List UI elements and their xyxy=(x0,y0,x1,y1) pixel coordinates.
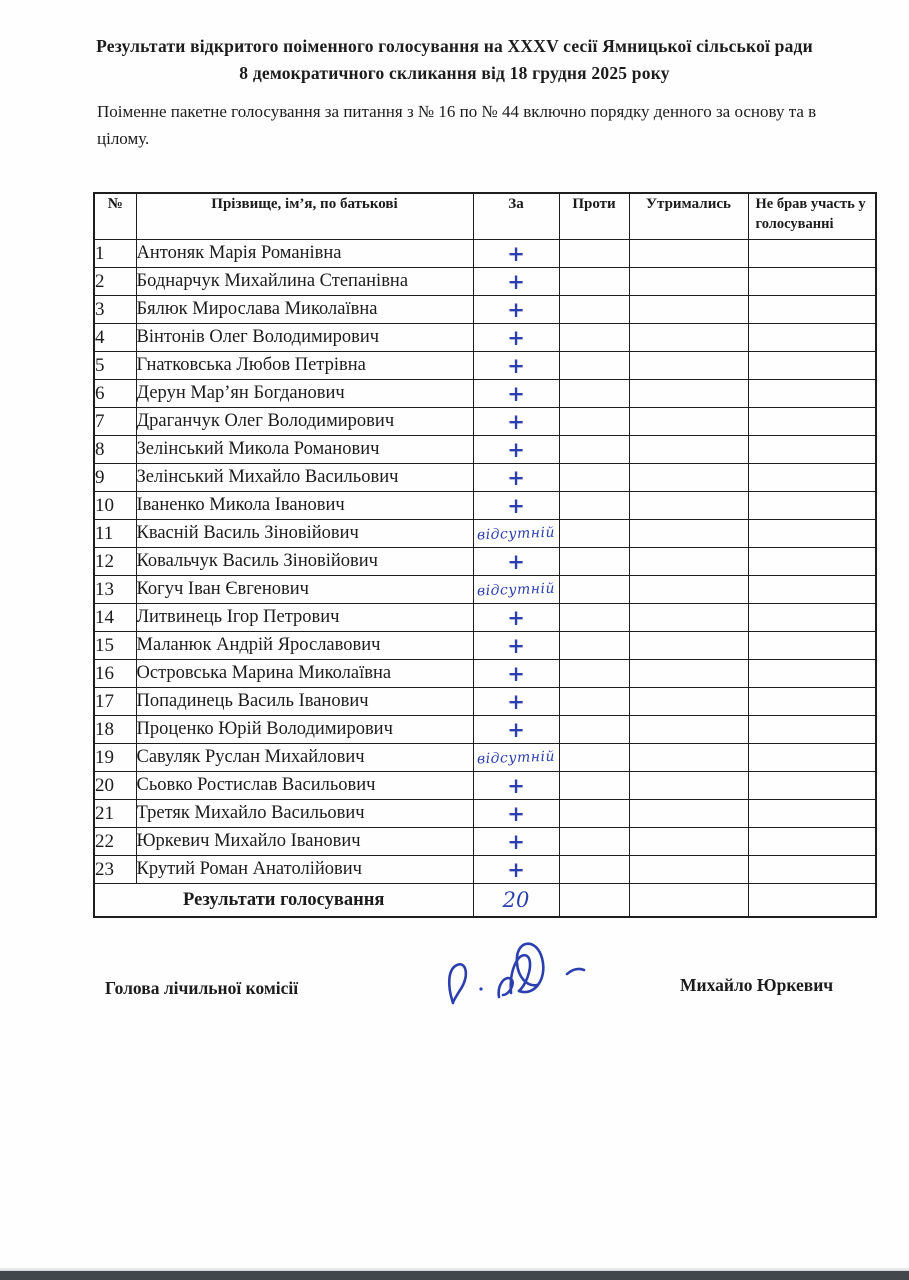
row-number-cell: 21 xyxy=(94,800,136,828)
vote-proty-cell xyxy=(559,324,629,352)
voting-results-table xyxy=(93,192,877,918)
vote-utrymalys-cell xyxy=(629,716,748,744)
name-cell: Іваненко Микола Іванович xyxy=(136,492,473,520)
vote-ne-brav-cell xyxy=(748,324,876,352)
header-row xyxy=(94,193,876,240)
name-cell: Ковальчук Василь Зіновійович xyxy=(136,548,473,576)
col-header-proty: Проти xyxy=(559,193,629,240)
table-results xyxy=(94,884,876,918)
vote-za-cell: + xyxy=(473,268,559,296)
vote-ne-brav-cell xyxy=(748,520,876,548)
table-row xyxy=(94,352,876,380)
row-number-cell: 12 xyxy=(94,548,136,576)
table-body xyxy=(94,240,876,884)
vote-ne-brav-cell xyxy=(748,576,876,604)
table-row xyxy=(94,380,876,408)
vote-ne-brav-cell xyxy=(748,604,876,632)
vote-proty-cell xyxy=(559,380,629,408)
vote-utrymalys-cell xyxy=(629,240,748,268)
row-number-cell: 8 xyxy=(94,436,136,464)
vote-za-cell: + xyxy=(473,352,559,380)
title-line-1: Результати відкритого поіменного голосування на XXXV сесії Ямницької сільської ради xyxy=(96,36,813,56)
vote-za-cell: + xyxy=(473,296,559,324)
table-row xyxy=(94,408,876,436)
vote-ne-brav-cell xyxy=(748,268,876,296)
vote-ne-brav-cell xyxy=(748,856,876,884)
row-number-cell: 5 xyxy=(94,352,136,380)
vote-utrymalys-cell xyxy=(629,464,748,492)
vote-za-cell: відсутній xyxy=(473,518,560,549)
vote-proty-cell xyxy=(559,520,629,548)
vote-utrymalys-cell xyxy=(629,660,748,688)
table-row xyxy=(94,324,876,352)
table-row xyxy=(94,436,876,464)
vote-za-cell: + xyxy=(473,492,559,520)
vote-ne-brav-cell xyxy=(748,296,876,324)
vote-za-cell: + xyxy=(473,324,559,352)
vote-proty-cell xyxy=(559,240,629,268)
vote-proty-cell xyxy=(559,688,629,716)
vote-proty-cell xyxy=(559,464,629,492)
row-number-cell: 3 xyxy=(94,296,136,324)
vote-proty-cell xyxy=(559,716,629,744)
name-cell: Савуляк Руслан Михайлович xyxy=(136,744,473,772)
vote-ne-brav-cell xyxy=(748,352,876,380)
col-header-ne-brav: Не брав участь у голосуванні xyxy=(748,193,876,240)
vote-za-cell: + xyxy=(473,856,559,884)
vote-proty-cell xyxy=(559,632,629,660)
table-row xyxy=(94,492,876,520)
results-label: Результати голосування xyxy=(94,884,473,918)
name-cell: Антоняк Марія Романівна xyxy=(136,240,473,268)
vote-proty-cell xyxy=(559,604,629,632)
vote-za-cell: + xyxy=(473,688,559,716)
table-row xyxy=(94,240,876,268)
vote-za-cell: + xyxy=(473,604,559,632)
vote-ne-brav-cell xyxy=(748,688,876,716)
table-row xyxy=(94,744,876,772)
vote-ne-brav-cell xyxy=(748,828,876,856)
document-title xyxy=(0,33,909,87)
name-cell: Литвинець Ігор Петрович xyxy=(136,604,473,632)
vote-ne-brav-cell xyxy=(748,716,876,744)
vote-proty-cell xyxy=(559,548,629,576)
row-number-cell: 2 xyxy=(94,268,136,296)
table-row xyxy=(94,716,876,744)
table-row xyxy=(94,520,876,548)
row-number-cell: 23 xyxy=(94,856,136,884)
name-cell: Крутий Роман Анатолійович xyxy=(136,856,473,884)
vote-za-cell: + xyxy=(473,800,559,828)
vote-proty-cell xyxy=(559,800,629,828)
row-number-cell: 13 xyxy=(94,576,136,604)
vote-proty-cell xyxy=(559,268,629,296)
row-number-cell: 15 xyxy=(94,632,136,660)
vote-za-cell: + xyxy=(473,828,559,856)
vote-ne-brav-cell xyxy=(748,464,876,492)
vote-utrymalys-cell xyxy=(629,492,748,520)
vote-utrymalys-cell xyxy=(629,688,748,716)
name-cell: Юркевич Михайло Іванович xyxy=(136,828,473,856)
name-cell: Проценко Юрій Володимирович xyxy=(136,716,473,744)
vote-za-cell: + xyxy=(473,548,559,576)
vote-proty-cell xyxy=(559,856,629,884)
scan-edge-shadow xyxy=(0,1271,909,1280)
table-row xyxy=(94,660,876,688)
vote-utrymalys-cell xyxy=(629,772,748,800)
name-cell: Боднарчук Михайлина Степанівна xyxy=(136,268,473,296)
vote-proty-cell xyxy=(559,828,629,856)
name-cell: Когуч Іван Євгенович xyxy=(136,576,473,604)
name-cell: Маланюк Андрій Ярославович xyxy=(136,632,473,660)
name-cell: Третяк Михайло Васильович xyxy=(136,800,473,828)
vote-proty-cell xyxy=(559,660,629,688)
vote-utrymalys-cell xyxy=(629,604,748,632)
vote-za-cell: + xyxy=(473,436,559,464)
vote-utrymalys-cell xyxy=(629,268,748,296)
row-number-cell: 9 xyxy=(94,464,136,492)
table-row xyxy=(94,632,876,660)
row-number-cell: 7 xyxy=(94,408,136,436)
vote-utrymalys-cell xyxy=(629,800,748,828)
results-ne-brav-cell xyxy=(748,884,876,918)
row-number-cell: 14 xyxy=(94,604,136,632)
vote-ne-brav-cell xyxy=(748,408,876,436)
row-number-cell: 10 xyxy=(94,492,136,520)
vote-proty-cell xyxy=(559,772,629,800)
vote-utrymalys-cell xyxy=(629,380,748,408)
row-number-cell: 20 xyxy=(94,772,136,800)
vote-za-cell: + xyxy=(473,660,559,688)
vote-za-cell: + xyxy=(473,772,559,800)
col-header-number: № xyxy=(94,193,136,240)
name-cell: Островська Марина Миколаївна xyxy=(136,660,473,688)
table-row xyxy=(94,548,876,576)
vote-utrymalys-cell xyxy=(629,856,748,884)
row-number-cell: 4 xyxy=(94,324,136,352)
table-row xyxy=(94,800,876,828)
signature-icon xyxy=(415,925,605,1020)
vote-ne-brav-cell xyxy=(748,436,876,464)
vote-ne-brav-cell xyxy=(748,660,876,688)
vote-proty-cell xyxy=(559,744,629,772)
vote-proty-cell xyxy=(559,576,629,604)
vote-utrymalys-cell xyxy=(629,828,748,856)
vote-utrymalys-cell xyxy=(629,744,748,772)
vote-proty-cell xyxy=(559,352,629,380)
vote-utrymalys-cell xyxy=(629,408,748,436)
name-cell: Зелінський Микола Романович xyxy=(136,436,473,464)
table-row xyxy=(94,576,876,604)
col-header-utrymalys: Утримались xyxy=(629,193,748,240)
table-row xyxy=(94,828,876,856)
row-number-cell: 16 xyxy=(94,660,136,688)
vote-utrymalys-cell xyxy=(629,352,748,380)
row-number-cell: 18 xyxy=(94,716,136,744)
vote-za-cell: + xyxy=(473,632,559,660)
vote-ne-brav-cell xyxy=(748,548,876,576)
row-number-cell: 1 xyxy=(94,240,136,268)
name-cell: Бялюк Мирослава Миколаївна xyxy=(136,296,473,324)
vote-ne-brav-cell xyxy=(748,800,876,828)
vote-proty-cell xyxy=(559,492,629,520)
table-row xyxy=(94,296,876,324)
table-row xyxy=(94,604,876,632)
table-row xyxy=(94,464,876,492)
document-subtitle: Поіменне пакетне голосування за питання з № 16 по № 44 включно порядку денного за основу та в цілому. xyxy=(97,102,817,148)
name-cell: Драганчук Олег Володимирович xyxy=(136,408,473,436)
vote-proty-cell xyxy=(559,296,629,324)
table-row xyxy=(94,856,876,884)
row-number-cell: 17 xyxy=(94,688,136,716)
title-line-2: 8 демократичного скликання від 18 грудня 2025 року xyxy=(239,63,670,83)
vote-ne-brav-cell xyxy=(748,380,876,408)
footer-role-label: Голова лічильної комісії xyxy=(105,978,299,998)
footer-signatory-name: Михайло Юркевич xyxy=(680,975,834,995)
row-number-cell: 19 xyxy=(94,744,136,772)
vote-za-cell: + xyxy=(473,408,559,436)
row-number-cell: 11 xyxy=(94,520,136,548)
row-number-cell: 22 xyxy=(94,828,136,856)
name-cell: Гнатковська Любов Петрівна xyxy=(136,352,473,380)
vote-proty-cell xyxy=(559,408,629,436)
vote-za-cell: + xyxy=(473,716,559,744)
row-number-cell: 6 xyxy=(94,380,136,408)
vote-ne-brav-cell xyxy=(748,240,876,268)
results-utrymalys-cell xyxy=(629,884,748,918)
col-header-za: За xyxy=(473,193,559,240)
vote-utrymalys-cell xyxy=(629,632,748,660)
vote-utrymalys-cell xyxy=(629,548,748,576)
vote-utrymalys-cell xyxy=(629,520,748,548)
vote-za-cell: + xyxy=(473,464,559,492)
results-za-cell: 20 xyxy=(473,884,559,918)
results-proty-cell xyxy=(559,884,629,918)
vote-za-cell: + xyxy=(473,380,559,408)
name-cell: Вінтонів Олег Володимирович xyxy=(136,324,473,352)
vote-proty-cell xyxy=(559,436,629,464)
vote-utrymalys-cell xyxy=(629,436,748,464)
vote-ne-brav-cell xyxy=(748,492,876,520)
vote-ne-brav-cell xyxy=(748,772,876,800)
vote-utrymalys-cell xyxy=(629,296,748,324)
name-cell: Сьовко Ростислав Васильович xyxy=(136,772,473,800)
table-row xyxy=(94,268,876,296)
vote-za-cell: відсутній xyxy=(473,742,560,773)
table-row xyxy=(94,688,876,716)
results-row xyxy=(94,884,876,918)
vote-utrymalys-cell xyxy=(629,324,748,352)
vote-utrymalys-cell xyxy=(629,576,748,604)
table-header xyxy=(94,193,876,240)
table-row xyxy=(94,772,876,800)
col-header-name: Прізвище, ім’я, по батькові xyxy=(136,193,473,240)
vote-za-cell: + xyxy=(473,240,559,268)
name-cell: Попадинець Василь Іванович xyxy=(136,688,473,716)
vote-ne-brav-cell xyxy=(748,632,876,660)
vote-ne-brav-cell xyxy=(748,744,876,772)
vote-za-cell: відсутній xyxy=(473,574,560,605)
name-cell: Зелінський Михайло Васильович xyxy=(136,464,473,492)
name-cell: Квасній Василь Зіновійович xyxy=(136,520,473,548)
name-cell: Дерун Мар’ян Богданович xyxy=(136,380,473,408)
